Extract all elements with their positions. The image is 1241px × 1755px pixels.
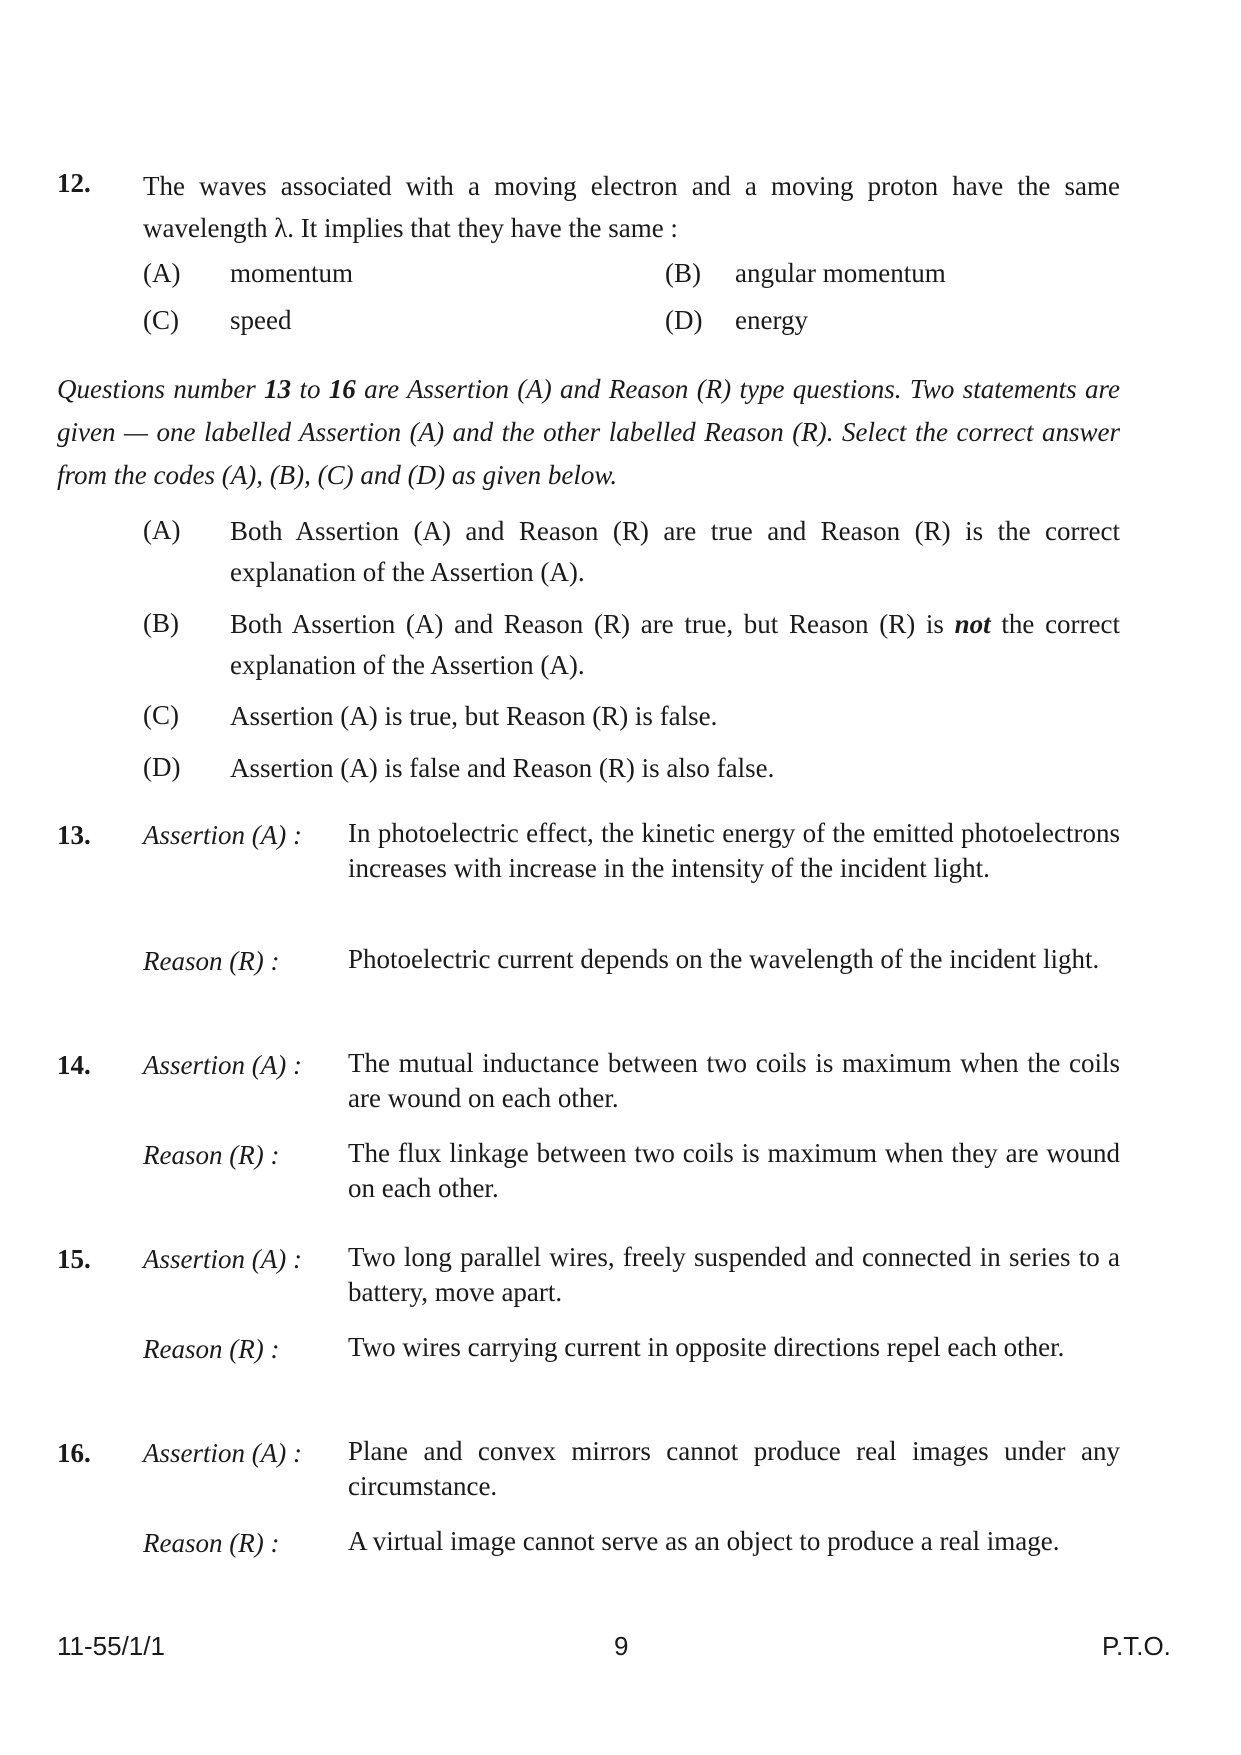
q12-option-c-text: speed [230,305,292,335]
q13-assertion-label: Assertion (A) : [143,820,302,850]
q14-reason-text: The flux linkage between two coils is maximum when they are wound on each other. [348,1138,1120,1203]
instructions-text: are Assertion (A) and Reason (R) type questions. Two statements are given — one labelled Assertion (A) and the other labelled Reason (R). Select the correct answer from the codes (A), (B), (C) and (D) as given below. [57,374,1120,490]
instructions-text: to [291,374,329,404]
q14-assertion-label: Assertion (A) : [143,1050,302,1080]
code-d-text: Assertion (A) is false and Reason (R) is also false. [230,753,775,783]
q13-reason-label: Reason (R) : [143,946,280,976]
code-b-text-end: the correct explanation of the Assertion (A). [230,609,1121,680]
instructions-end-number: 16 [328,374,356,404]
q15-assertion-text: Two long parallel wires, freely suspended and connected in series to a battery, move apart. [348,1242,1120,1307]
code-b-emphasis: not [954,609,991,639]
code-a-text: Both Assertion (A) and Reason (R) are true and Reason (R) is the correct explanation of the Assertion (A). [230,516,1120,587]
code-c-text: Assertion (A) is true, but Reason (R) is false. [230,701,718,731]
q13-assertion-text: In photoelectric effect, the kinetic energy of the emitted photoelectrons increases with increase in the intensity of the incident light. [348,818,1120,883]
q12-option-d-letter: (D) [665,305,703,335]
question-12-text: The waves associated with a moving electron and a moving proton have the same wavelength λ. It implies that they have the same : [143,171,1120,243]
code-b-letter: (B) [143,608,179,638]
q16-assertion-label: Assertion (A) : [143,1438,302,1468]
q12-option-a-letter: (A) [143,258,181,288]
code-a-letter: (A) [143,515,181,545]
page-number: 9 [614,1631,629,1661]
code-b-text-start: Both Assertion (A) and Reason (R) are true, but Reason (R) is [230,609,955,639]
code-d-letter: (D) [143,752,181,782]
question-12-number: 12. [57,168,91,198]
q14-assertion-text: The mutual inductance between two coils is maximum when the coils are wound on each other. [348,1048,1120,1113]
q16-reason-label: Reason (R) : [143,1528,280,1558]
instructions-text: Questions number [57,374,265,404]
q12-option-b-letter: (B) [665,258,701,288]
q13-reason-text: Photoelectric current depends on the wavelength of the incident light. [348,944,1100,974]
q14-reason-label: Reason (R) : [143,1140,280,1170]
q15-reason-label: Reason (R) : [143,1334,280,1364]
instructions-start-number: 13 [264,374,292,404]
q16-assertion-text: Plane and convex mirrors cannot produce real images under any circumstance. [348,1436,1120,1501]
q16-reason-text: A virtual image cannot serve as an object to produce a real image. [348,1526,1060,1556]
q12-option-d-text: energy [735,305,808,335]
q15-assertion-label: Assertion (A) : [143,1244,302,1274]
assertion-reason-instructions [57,368,1120,497]
q12-option-a-text: momentum [230,258,353,288]
question-13-number: 13. [57,820,91,850]
q12-option-c-letter: (C) [143,305,179,335]
question-15-number: 15. [57,1244,91,1274]
question-16-number: 16. [57,1438,91,1468]
q12-option-b-text: angular momentum [735,258,946,288]
code-c-letter: (C) [143,700,179,730]
please-turn-over: P.T.O. [1102,1631,1171,1661]
question-14-number: 14. [57,1050,91,1080]
paper-code: 11-55/1/1 [57,1631,165,1661]
q15-reason-text: Two wires carrying current in opposite directions repel each other. [348,1332,1065,1362]
code-b-text [230,604,1120,686]
